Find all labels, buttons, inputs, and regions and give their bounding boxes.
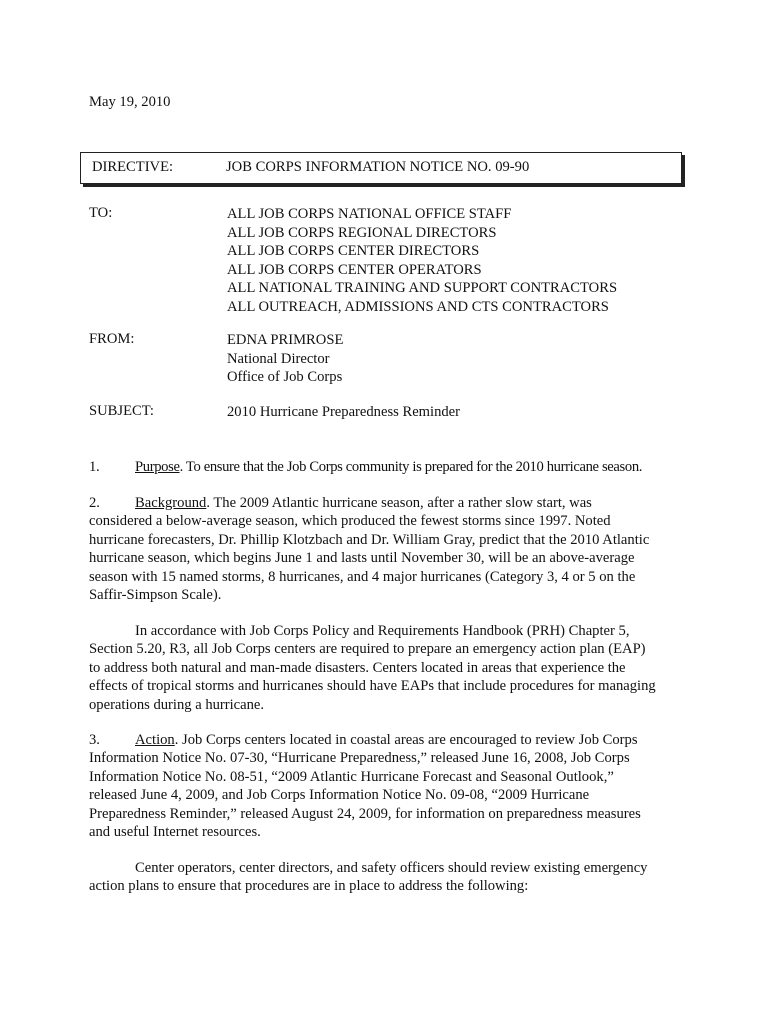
paragraph-line: . The 2009 Atlantic hurricane season, after a rather slow start, was (206, 495, 592, 511)
paragraph-line: . Job Corps centers located in coastal areas are encouraged to review Job Corps (174, 732, 638, 748)
from-label: FROM: (89, 331, 135, 347)
section-heading: Background (135, 495, 207, 511)
subject-label: SUBJECT: (89, 403, 154, 419)
paragraph-line: hurricane forecasters, Dr. Phillip Klotzbach and Dr. William Gray, predict that the 2010 Atlantic (89, 531, 650, 548)
paragraph-line: season with 15 named storms, 8 hurricanes, and 4 major hurricanes (Category 3, 4 or 5 on the (89, 568, 636, 585)
to-label: TO: (89, 205, 113, 221)
document-date: May 19, 2010 (89, 94, 171, 110)
section-heading: Action (135, 732, 175, 748)
section-number: 3. (89, 732, 100, 748)
section-background (89, 494, 689, 604)
paragraph-line: Information Notice No. 07-30, “Hurricane Preparedness,” released June 16, 2008, Job Corps (89, 750, 630, 767)
paragraph-line: to address both natural and man-made disasters. Centers located in areas that experience the (89, 659, 626, 676)
recipient-line: ALL JOB CORPS CENTER DIRECTORS (227, 243, 480, 259)
recipient-line: ALL OUTREACH, ADMISSIONS AND CTS CONTRACTORS (227, 298, 609, 315)
paragraph-line: In accordance with Job Corps Policy and Requirements Handbook (PRH) Chapter 5, (135, 623, 630, 639)
section-number: 2. (89, 495, 100, 511)
paragraph-line: and useful Internet resources. (89, 824, 261, 841)
section-purpose (89, 458, 689, 476)
paragraph-line: hurricane season, which begins June 1 and lasts until November 30, will be an above-average (89, 550, 635, 567)
paragraph-line: released June 4, 2009, and Job Corps Information Notice No. 09-08, “2009 Hurricane (89, 787, 590, 804)
section-background-continued (89, 622, 689, 714)
paragraph-line: . To ensure that the Job Corps community is prepared for the 2010 hurricane season. (179, 459, 643, 475)
directive-label: DIRECTIVE: (92, 159, 174, 175)
from-office: Office of Job Corps (227, 369, 343, 385)
section-action-continued (89, 859, 689, 896)
from-name: EDNA PRIMROSE (227, 332, 344, 348)
paragraph-line: Saffir-Simpson Scale). (89, 587, 222, 604)
paragraph-line: effects of tropical storms and hurricanes should have EAPs that include procedures for managing (89, 678, 656, 695)
recipient-line: ALL JOB CORPS NATIONAL OFFICE STAFF (227, 206, 512, 222)
paragraph-line: action plans to ensure that procedures are in place to address the following: (89, 878, 529, 895)
to-recipients (227, 205, 617, 316)
paragraph-line: Section 5.20, R3, all Job Corps centers are required to prepare an emergency action plan (EAP) (89, 641, 646, 658)
recipient-line: ALL NATIONAL TRAINING AND SUPPORT CONTRACTORS (227, 280, 618, 296)
recipient-line: ALL JOB CORPS REGIONAL DIRECTORS (227, 224, 497, 241)
from-lines (227, 331, 343, 387)
from-title: National Director (227, 350, 330, 367)
section-heading: Purpose (135, 459, 180, 475)
directive-box (80, 152, 682, 184)
recipient-line: ALL JOB CORPS CENTER OPERATORS (227, 261, 482, 278)
section-action (89, 731, 689, 841)
paragraph-line: Preparedness Reminder,” released August 24, 2009, for information on preparedness measures (89, 805, 641, 822)
directive-value: JOB CORPS INFORMATION NOTICE NO. 09-90 (226, 159, 530, 175)
paragraph-line: operations during a hurricane. (89, 696, 265, 713)
subject-value: 2010 Hurricane Preparedness Reminder (227, 404, 461, 420)
paragraph-line: considered a below-average season, which produced the fewest storms since 1997. Noted (89, 513, 611, 530)
section-number: 1. (89, 459, 100, 475)
paragraph-line: Information Notice No. 08-51, “2009 Atlantic Hurricane Forecast and Seasonal Outlook,” (89, 768, 614, 785)
paragraph-line: Center operators, center directors, and safety officers should review existing emergency (135, 860, 648, 876)
